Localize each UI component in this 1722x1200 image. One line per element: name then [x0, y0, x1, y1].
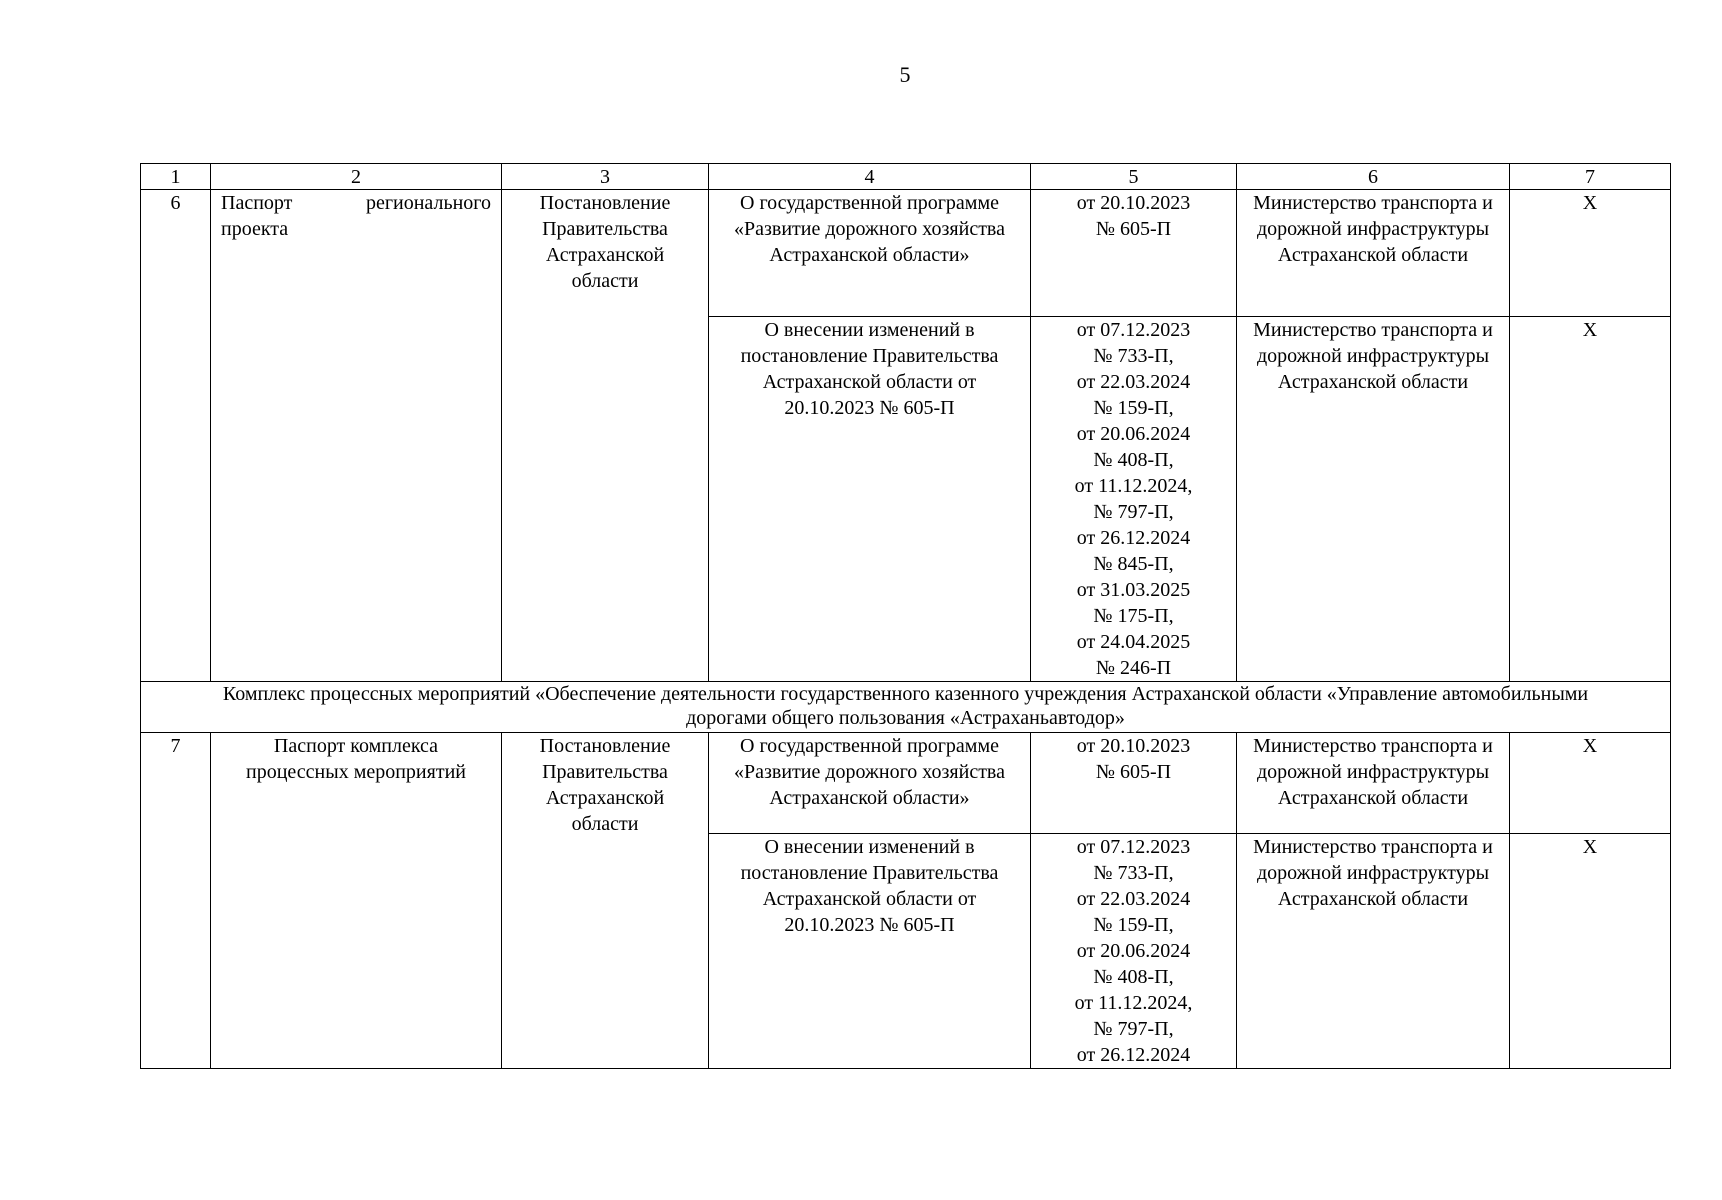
act-name-cell: О внесении изменений в постановление Правительства Астраханской области от 20.10.2023 № 605-П [709, 317, 1031, 682]
act-name-cell: О государственной программе «Развитие дорожного хозяйства Астраханской области» [709, 733, 1031, 834]
section-row [141, 682, 1671, 733]
act-name-cell: О внесении изменений в постановление Правительства Астраханской области от 20.10.2023 № 605-П [709, 834, 1031, 1069]
column-number-5: 5 [1031, 164, 1237, 190]
column-number-3: 3 [502, 164, 709, 190]
document-type-cell: Паспорт регионального проекта [211, 190, 502, 682]
documents-table [140, 163, 1671, 1069]
document-type-cell: Паспорт комплекса процессных мероприятий [211, 733, 502, 1069]
mark-cell: Х [1510, 834, 1671, 1069]
act-date-cell: от 07.12.2023 № 733-П, от 22.03.2024 № 159-П, от 20.06.2024 № 408-П, от 11.12.2024, № 797-П, от 26.12.2024 [1031, 834, 1237, 1069]
authority-cell: Министерство транспорта и дорожной инфраструктуры Астраханской области [1237, 190, 1510, 317]
mark-cell: Х [1510, 317, 1671, 682]
table-row-6-act-1 [141, 190, 1671, 317]
column-number-7: 7 [1510, 164, 1671, 190]
authority-cell: Министерство транспорта и дорожной инфраструктуры Астраханской области [1237, 733, 1510, 834]
act-type-cell: Постановление Правительства Астраханской области [502, 190, 709, 682]
act-date-cell: от 20.10.2023 № 605-П [1031, 190, 1237, 317]
row-number: 7 [141, 733, 211, 1069]
act-date-cell: от 07.12.2023 № 733-П, от 22.03.2024 № 159-П, от 20.06.2024 № 408-П, от 11.12.2024, № 797-П, от 26.12.2024 № 845-П, от 31.03.2025 № 175-П, от 24.04.2025 № 246-П [1031, 317, 1237, 682]
column-number-1: 1 [141, 164, 211, 190]
mark-cell: Х [1510, 733, 1671, 834]
table-row-7-act-1 [141, 733, 1671, 834]
act-type-cell: Постановление Правительства Астраханской области [502, 733, 709, 1069]
row-number: 6 [141, 190, 211, 682]
act-name-cell: О государственной программе «Развитие дорожного хозяйства Астраханской области» [709, 190, 1031, 317]
authority-cell: Министерство транспорта и дорожной инфраструктуры Астраханской области [1237, 317, 1510, 682]
section-title: Комплекс процессных мероприятий «Обеспечение деятельности государственного казенного учреждения Астраханской области «Управление автомобильными дорогами общего пользования «Астраханьавтодор» [141, 682, 1671, 733]
column-number-4: 4 [709, 164, 1031, 190]
authority-cell: Министерство транспорта и дорожной инфраструктуры Астраханской области [1237, 834, 1510, 1069]
page-number: 5 [899, 62, 911, 87]
mark-cell: Х [1510, 190, 1671, 317]
column-number-6: 6 [1237, 164, 1510, 190]
table-header-row [141, 164, 1671, 190]
act-date-cell: от 20.10.2023 № 605-П [1031, 733, 1237, 834]
column-number-2: 2 [211, 164, 502, 190]
